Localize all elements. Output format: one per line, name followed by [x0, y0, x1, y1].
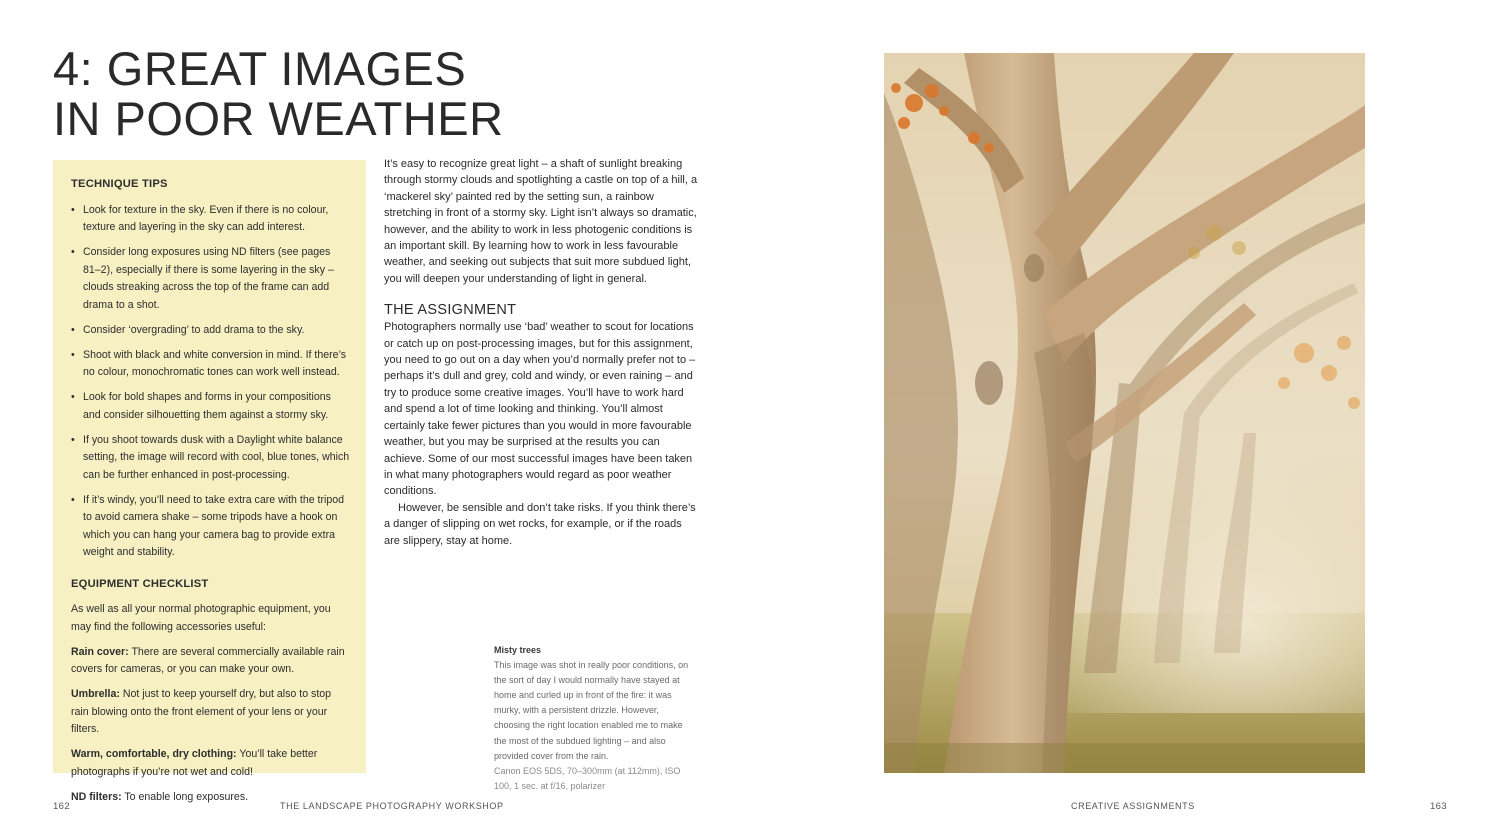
assignment-paragraph: Photographers normally use ‘bad’ weather to scout for locations or catch up on post-processing images, but for this assignment, you need to go out on a day when you’d normally prefer not to – perhaps it’s dull and grey, cold and windy, or even raining – and try to produce some creative images. You’ll have to work hard and spend a lot of time looking and thinking. You’ll almost certainly take fewer pictures than you would in more favourable weather, but you may be surprised at the results you can achieve. Some of our most successful images have been taken in what many photographers would regard as poor weather conditions. — [384, 321, 696, 498]
equipment-term: Umbrella: — [71, 688, 120, 700]
equipment-text: To enable long exposures. — [121, 790, 249, 803]
equipment-text: There are several commercially available rain covers for cameras, or you can make your own. — [71, 645, 345, 675]
tip-item: • Consider long exposures using ND filters (see pages 81–2), especially if there is some layering in the sky – clouds streaking across the top of the frame can add drama to a shot. — [71, 244, 350, 314]
equipment-term: ND filters: — [71, 790, 122, 803]
equipment-term: Rain cover: — [71, 645, 129, 658]
photo-caption — [494, 643, 694, 794]
right-page-number: 163 — [1430, 801, 1448, 812]
tip-item: • Shoot with black and white conversion in mind. If there’s no colour, monochromatic tones can work well instead. — [71, 347, 350, 382]
technique-tips-heading: TECHNIQUE TIPS — [71, 178, 168, 190]
equipment-checklist-heading: EQUIPMENT CHECKLIST — [71, 577, 209, 590]
tip-item: • Look for bold shapes and forms in your compositions and consider silhouetting them against a stormy sky. — [71, 389, 350, 424]
left-page-number: 162 — [53, 801, 71, 812]
equipment-text: You’ll take better photographs if you’re not wet and cold! — [71, 748, 318, 778]
caption-tech-details: Canon EOS 5DS, 70–300mm (at 112mm), ISO 100, 1 sec. at f/16, polarizer — [494, 765, 681, 791]
assignment-heading: THE ASSIGNMENT — [384, 302, 517, 319]
left-running-footer: THE LANDSCAPE PHOTOGRAPHY WORKSHOP — [280, 801, 504, 811]
equipment-item — [71, 746, 350, 781]
technique-tips-list — [71, 202, 350, 562]
tip-item: • Consider ‘overgrading’ to add drama to the sky. — [71, 322, 350, 340]
equipment-item — [71, 686, 350, 739]
assignment-paragraph-2: However, be sensible and don’t take risks. If you think there’s a danger of slipping on wet rocks, for example, or if the roads are slippery, stay at home. — [384, 501, 696, 547]
body-text-column — [384, 156, 700, 549]
title-line-2: IN POOR WEATHER — [53, 92, 504, 145]
caption-text: This image was shot in really poor conditions, on the sort of day I would normally have stayed at home and curled up in front of the fire: it was murky, with a persistent drizzle. However, choosing the right location enabled me to make the most of the subdued lighting – and also provided cover from the rain. — [494, 660, 689, 761]
equipment-text: Not just to keep yourself dry, but also to stop rain blowing onto the front element of your lens or your filters. — [71, 688, 332, 735]
misty-trees-illustration — [884, 53, 1365, 773]
tip-item: • If you shoot towards dusk with a Daylight white balance setting, the image will record with cool, blue tones, which can be further enhanced in post-processing. — [71, 432, 350, 485]
title-line-1: 4: GREAT IMAGES — [53, 42, 467, 95]
intro-paragraph: It’s easy to recognize great light – a shaft of sunlight breaking through stormy clouds and spotlighting a castle on top of a hill, a ‘mackerel sky’ painted red by the setting sun, a rainbow stretching in front of a stormy sky. Light isn’t always so dramatic, however, and the ability to work in less photogenic conditions is an important skill. By learning how to work in less favourable weather, and seeking out subjects that suit more subdued light, you will deepen your understanding of light in general. — [384, 158, 698, 285]
misty-trees-photo — [884, 53, 1365, 773]
technique-tips-box — [53, 160, 366, 803]
equipment-intro: As well as all your normal photographic equipment, you may find the following accessories useful: — [71, 603, 331, 633]
equipment-item — [71, 644, 350, 679]
tip-item: • Look for texture in the sky. Even if there is no colour, texture and layering in the sky can add interest. — [71, 202, 350, 237]
caption-title: Misty trees — [494, 645, 542, 655]
equipment-term: Warm, comfortable, dry clothing: — [71, 748, 237, 760]
page-title — [53, 44, 504, 144]
tip-item: • If it’s windy, you’ll need to take extra care with the tripod to avoid camera shake – some tripods have a hook on which you can hang your camera bag to provide extra weight and stability. — [71, 492, 350, 562]
right-running-footer: CREATIVE ASSIGNMENTS — [1071, 801, 1195, 811]
